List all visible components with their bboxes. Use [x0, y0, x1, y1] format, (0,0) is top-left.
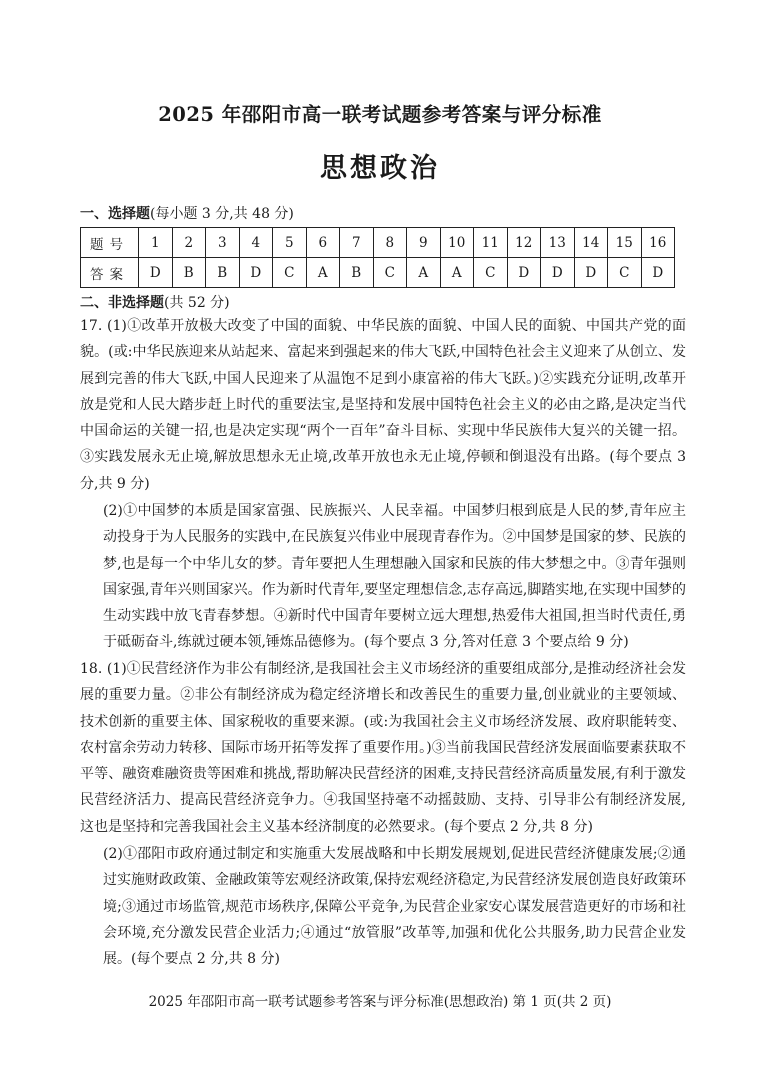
question-17-part2: (2)①中国梦的本质是国家富强、民族振兴、人民幸福。中国梦归根到底是人民的梦,青年应主动投身于为人民服务的实践中,在民族复兴伟业中展现青春作为。②中国梦是国家的梦、民族的梦,也是每一个中华儿女的梦。青年要把人生理想融入国家和民族的伟大梦想之中。③青年强则国家强,青年兴则国家兴。作为新时代青年,要坚定理想信念,志存高远,脚踏实地,在实现中国梦的生动实践中放飞青春梦想。④新时代中国青年要树立远大理想,热爱伟大祖国,担当时代责任,勇于砥砺奋斗,练就过硬本领,锤炼品德修为。(每个要点 3 分,答对任意 3 个要点给 9 分) — [103, 503, 686, 651]
section2-note: (共 52 分) — [164, 295, 230, 311]
table-cell: D — [239, 258, 273, 288]
question-18-part1: 18. (1)①民营经济作为非公有制经济,是我国社会主义市场经济的重要组成部分,是推动经济社会发展的重要力量。②非公有制经济成为稳定经济增长和改善民生的重要力量,创业就业的主要领域、技术创新的重要主体、国家税收的重要来源。(或:为我国社会主义市场经济发展、政府职能转变、农村富余劳动力转移、国际市场开拓等发挥了重要作用。)③当前我国民营经济发展面临要素获取不平等、融资难融资贵等困难和挑战,帮助解决民营经济的困难,支持民营经济高质量发展,有利于激发民营经济活力、提高民营经济竞争力。④我国坚持毫不动摇鼓励、支持、引导非公有制经济发展,这也是坚持和完善我国社会主义基本经济制度的必然要求。(每个要点 2 分,共 8 分) — [80, 661, 686, 835]
table-cell: D — [574, 258, 608, 288]
question-17-part1: 17. (1)①改革开放极大改变了中国的面貌、中华民族的面貌、中国人民的面貌、中国共产党的面貌。(或:中华民族迎来从站起来、富起来到强起来的伟大飞跃,中国特色社会主义迎来了从创立、发展到完善的伟大飞跃,中国人民迎来了从温饱不足到小康富裕的伟大飞跃。)②实践充分证明,改革开放是党和人民大踏步赶上时代的重要法宝,是坚持和发展中国特色社会主义的必由之路,是决定当代中国命运的关键一招,也是决定实现“两个一百年”奋斗目标、实现中华民族伟大复兴的关键一招。③实践发展永无止境,解放思想永无止境,改革开放也永无止境,停顿和倒退没有出路。(每个要点 3 分,共 9 分) — [80, 318, 686, 492]
table-cell: 4 — [239, 228, 273, 258]
section1-label: 一、选择题 — [80, 206, 150, 222]
table-cell: 14 — [574, 228, 608, 258]
row-label-answer: 答案 — [81, 258, 139, 288]
table-cell: A — [407, 258, 441, 288]
table-cell: 6 — [306, 228, 340, 258]
table-cell: 15 — [608, 228, 642, 258]
table-cell: D — [139, 258, 173, 288]
answer-table-answer-row — [81, 258, 675, 288]
section2-label: 二、非选择题 — [80, 295, 164, 311]
table-cell: 3 — [206, 228, 240, 258]
table-cell: 2 — [172, 228, 206, 258]
table-cell: A — [440, 258, 474, 288]
table-cell: 9 — [407, 228, 441, 258]
question-18-part2: (2)①邵阳市政府通过制定和实施重大发展战略和中长期发展规划,促进民营经济健康发展;②通过实施财政政策、金融政策等宏观经济政策,保持宏观经济稳定,为民营经济发展创造良好政策环境;③通过市场监管,规范市场秩序,保障公平竞争,为民营企业家安心谋发展营造更好的市场和社会环境,充分激发民营企业活力;④通过“放管服”改革等,加强和优化公共服务,助力民营企业发展。(每个要点 2 分,共 8 分) — [103, 846, 686, 968]
table-cell: D — [541, 258, 575, 288]
table-cell: C — [474, 258, 508, 288]
table-cell: C — [373, 258, 407, 288]
table-cell: D — [641, 258, 675, 288]
table-cell: A — [306, 258, 340, 288]
subject-title: 思想政治 — [320, 153, 440, 184]
table-cell: 8 — [373, 228, 407, 258]
table-cell: 13 — [541, 228, 575, 258]
answer-table — [80, 227, 675, 288]
table-cell: D — [507, 258, 541, 288]
table-cell: 11 — [474, 228, 508, 258]
section1-heading — [80, 203, 294, 223]
answer-table-number-row — [81, 228, 675, 258]
section1-note: (每小题 3 分,共 48 分) — [150, 206, 294, 222]
row-label-number: 题号 — [81, 228, 139, 258]
table-cell: 12 — [507, 228, 541, 258]
table-cell: 7 — [340, 228, 374, 258]
table-cell: 16 — [641, 228, 675, 258]
table-cell: 10 — [440, 228, 474, 258]
section2-heading — [80, 292, 230, 312]
page-title: 2025 年邵阳市高一联考试题参考答案与评分标准 — [158, 103, 602, 126]
table-cell: B — [340, 258, 374, 288]
table-cell: 1 — [139, 228, 173, 258]
table-cell: C — [273, 258, 307, 288]
table-cell: B — [206, 258, 240, 288]
table-cell: C — [608, 258, 642, 288]
page-footer: 2025 年邵阳市高一联考试题参考答案与评分标准(思想政治) 第 1 页(共 2 页) — [148, 994, 612, 1010]
table-cell: B — [172, 258, 206, 288]
table-cell: 5 — [273, 228, 307, 258]
